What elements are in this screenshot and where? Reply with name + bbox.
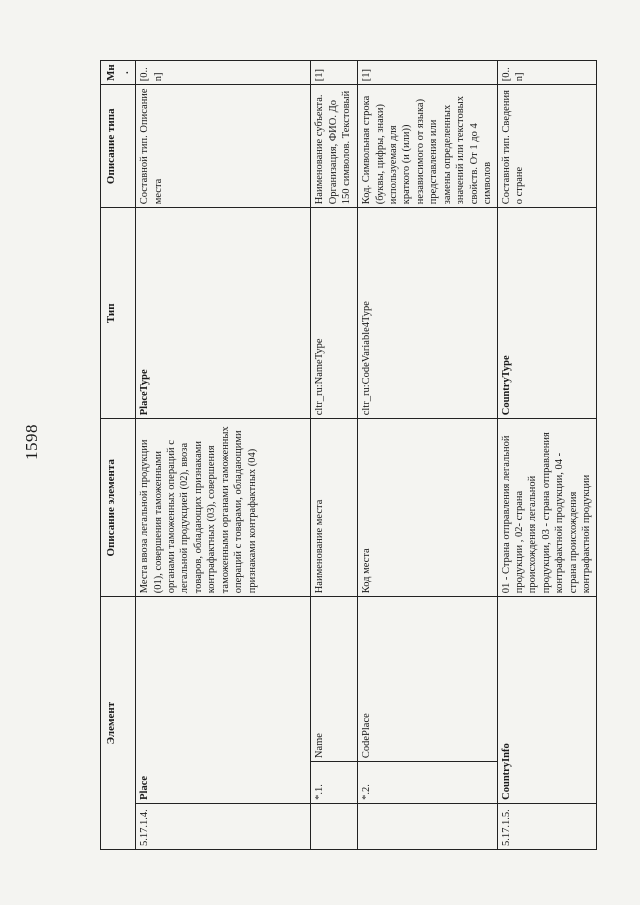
specification-table: [100, 60, 597, 850]
header-multiplicity: Мн.: [101, 61, 136, 85]
element-name: Place: [136, 597, 311, 804]
type-description: Составной тип. Сведения о стране: [497, 85, 596, 208]
element-type: CountryType: [497, 208, 596, 419]
rotated-table-container: [100, 60, 593, 850]
table-row: [311, 61, 358, 850]
type-description: Наименование субъекта. Организация, ФИО. До 150 символов. Текстовый: [311, 85, 358, 208]
indent-cell: [311, 803, 358, 849]
header-element-description: Описание элемента: [101, 419, 136, 597]
table-row: [497, 61, 596, 850]
multiplicity: [1]: [358, 61, 497, 85]
header-type: Тип: [101, 208, 136, 419]
element-name: CodePlace: [358, 597, 497, 762]
indent-cell: [358, 803, 497, 849]
row-number: 5.17.1.4.: [136, 803, 311, 849]
row-number: *.1.: [311, 762, 358, 804]
element-type: cltr_ru:CodeVariable4Type: [358, 208, 497, 419]
row-number: 5.17.1.5.: [497, 803, 596, 849]
element-type: PlaceType: [136, 208, 311, 419]
element-description: Код места: [358, 419, 497, 597]
table-row: [136, 61, 311, 850]
element-description: 01 - Страна отправления легальной продукции , 02- страна происхождения легальной продукции, 03 - страна отправления контрафактной продукции, 04 - страна происхождения контрафактной продукции: [497, 419, 596, 597]
multiplicity: [0..n]: [497, 61, 596, 85]
element-type: cltr_ru:NameType: [311, 208, 358, 419]
page-number: 1598: [22, 424, 41, 460]
multiplicity: [1]: [311, 61, 358, 85]
element-description: Места ввоза легальной продукции (01), совершения таможенными органами таможенных операций с легальной продукцией (02), ввоза товаров, обладающих признаками контрафактных (03), совершения таможенными органами таможенных операций с товарами, обладающими признаками контрафактных (04): [136, 419, 311, 597]
header-element: Элемент: [101, 597, 136, 850]
element-name: Name: [311, 597, 358, 762]
row-number: *.2.: [358, 762, 497, 804]
type-description: Код. Символьная строка (буквы, цифры, знаки) используемая для краткого (и (или)) независимого от языка) представления или замены определенных значений или текстовых свойств. От 1 до 4 символов: [358, 85, 497, 208]
element-name: CountryInfo: [497, 597, 596, 804]
multiplicity: [0..n]: [136, 61, 311, 85]
table-row: [358, 61, 497, 850]
element-description: Наименование места: [311, 419, 358, 597]
table-header-row: [101, 61, 136, 850]
type-description: Составной тип. Описание места: [136, 85, 311, 208]
header-type-description: Описание типа: [101, 85, 136, 208]
